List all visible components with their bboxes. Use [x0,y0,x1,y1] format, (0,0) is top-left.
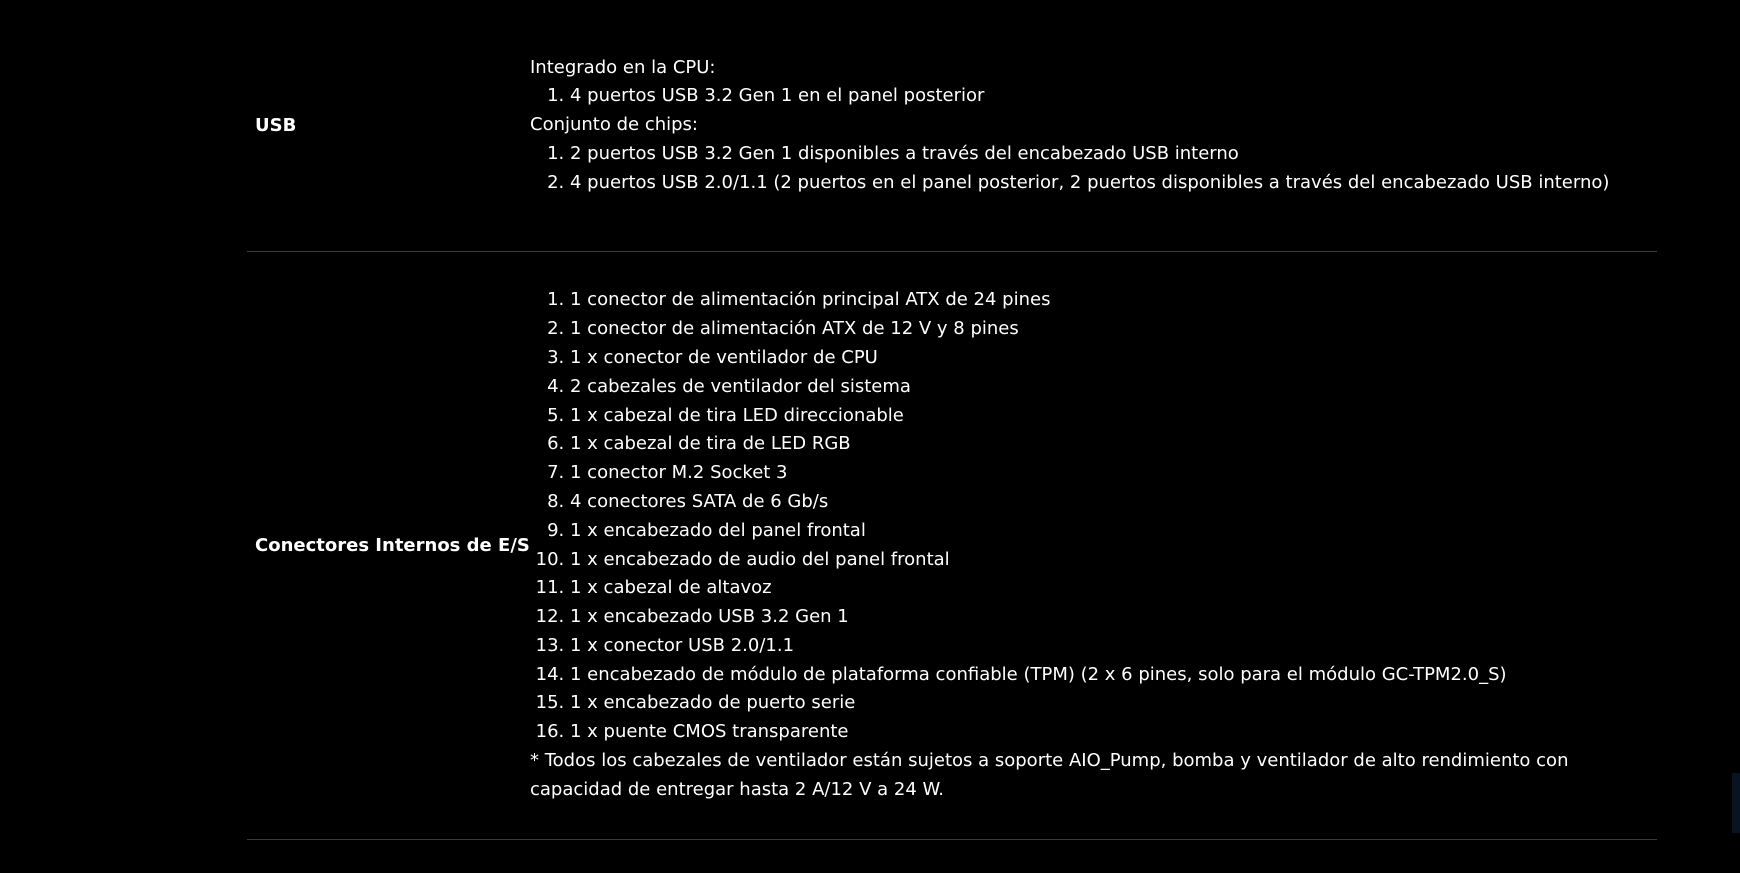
list-item: 1. 1 conector de alimentación principal ATX de 24 pines [570,286,1657,315]
spec-label-usb: USB [255,115,297,136]
list-item: 1. 4 puertos USB 3.2 Gen 1 en el panel posterior [570,82,1657,111]
spec-value-io [530,286,1657,804]
list-item: 5. 1 x cabezal de tira LED direccionable [570,402,1657,431]
list-item: 14. 1 encabezado de módulo de plataforma confiable (TPM) (2 x 6 pines, solo para el módulo GC-TPM2.0_S) [570,661,1657,690]
list-item: 1. 2 puertos USB 3.2 Gen 1 disponibles a través del encabezado USB interno [570,140,1657,169]
usb-chipset-list [530,140,1657,198]
list-item: 12. 1 x encabezado USB 3.2 Gen 1 [570,603,1657,632]
list-item: 10. 1 x encabezado de audio del panel frontal [570,546,1657,575]
io-footnote: * Todos los cabezales de ventilador están sujetos a soporte AIO_Pump, bomba y ventilador de alto rendimiento con capacidad de entregar hasta 2 A/12 V a 24 W. [530,750,1569,800]
page-edge-decoration [1732,773,1740,833]
io-connector-list [530,286,1657,747]
spec-table [247,0,1657,840]
list-item: 8. 4 conectores SATA de 6 Gb/s [570,488,1657,517]
usb-cpu-heading: Integrado en la CPU: [530,56,716,78]
spec-row-io [247,252,1657,840]
list-item: 16. 1 x puente CMOS transparente [570,718,1657,747]
list-item: 7. 1 conector M.2 Socket 3 [570,459,1657,488]
list-item: 9. 1 x encabezado del panel frontal [570,517,1657,546]
list-item: 13. 1 x conector USB 2.0/1.1 [570,632,1657,661]
list-item: 3. 1 x conector de ventilador de CPU [570,344,1657,373]
list-item: 6. 1 x cabezal de tira de LED RGB [570,430,1657,459]
spec-label-io: Conectores Internos de E/S [255,535,530,556]
list-item: 4. 2 cabezales de ventilador del sistema [570,373,1657,402]
spec-row-usb [247,0,1657,252]
list-item: 2. 4 puertos USB 2.0/1.1 (2 puertos en el panel posterior, 2 puertos disponibles a través del encabezado USB interno) [570,169,1657,198]
list-item: 2. 1 conector de alimentación ATX de 12 V y 8 pines [570,315,1657,344]
list-item: 15. 1 x encabezado de puerto serie [570,689,1657,718]
usb-cpu-list [530,82,1657,111]
spec-value-usb [530,54,1657,198]
list-item: 11. 1 x cabezal de altavoz [570,574,1657,603]
usb-chipset-heading: Conjunto de chips: [530,114,698,136]
